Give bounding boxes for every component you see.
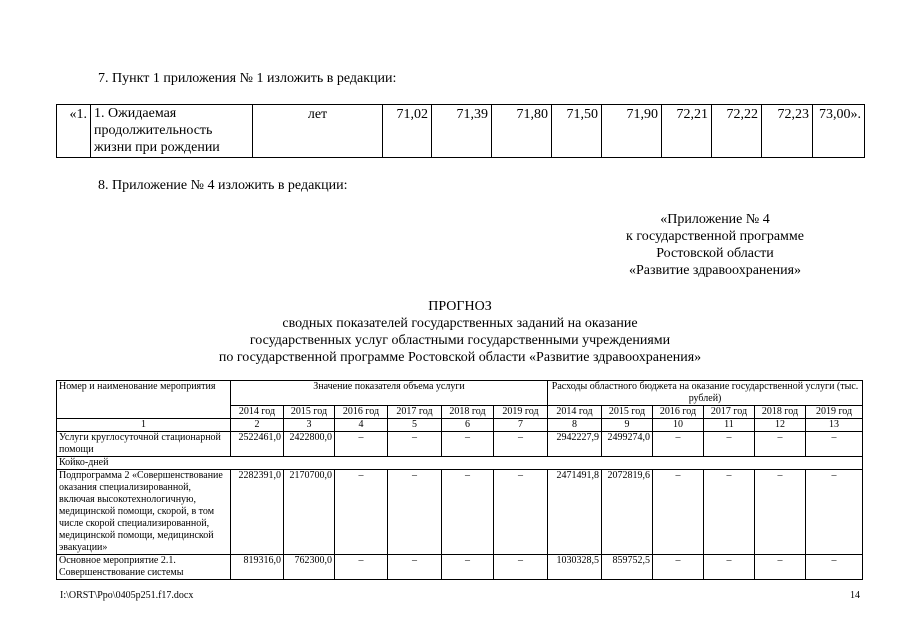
- value-cell: 71,02: [383, 105, 432, 158]
- value-cell: 2942227,9: [548, 432, 602, 457]
- value-cell: –: [335, 555, 388, 580]
- value-cell: –: [494, 470, 548, 555]
- year-cell: 2016 год: [335, 406, 388, 419]
- year-cell: 2017 год: [704, 406, 755, 419]
- value-cell: 762300,0: [284, 555, 335, 580]
- year-cell: 2016 год: [653, 406, 704, 419]
- year-cell: 2019 год: [494, 406, 548, 419]
- header-row: [57, 381, 863, 406]
- value-cell: –: [442, 555, 494, 580]
- header-expense: Расходы областного бюджета на оказание государственной услуги (тыс. рублей): [548, 381, 863, 406]
- index-cell: 8: [548, 419, 602, 432]
- index-cell: 12: [755, 419, 806, 432]
- table-row: [57, 432, 863, 457]
- item-8-text: 8. Приложение № 4 изложить в редакции:: [98, 178, 348, 193]
- value-cell: 71,39: [432, 105, 492, 158]
- year-cell: 2015 год: [284, 406, 335, 419]
- value-cell: –: [806, 555, 863, 580]
- title-line: ПРОГНОЗ: [428, 299, 492, 314]
- value-cell: 72,21: [662, 105, 712, 158]
- value-cell: –: [755, 432, 806, 457]
- value-cell: 2499274,0: [602, 432, 653, 457]
- indicator-name: 1. Ожидаемая продолжительность жизни при рождении: [91, 105, 253, 158]
- unit-row: Койко-дней: [57, 457, 863, 470]
- value-cell: –: [755, 555, 806, 580]
- value-cell: –: [442, 470, 494, 555]
- value-cell: 72,23: [762, 105, 813, 158]
- value-cell: –: [653, 432, 704, 457]
- value-cell: 2282391,0: [231, 470, 284, 555]
- table-row: [57, 105, 865, 158]
- value-cell: 1030328,5: [548, 555, 602, 580]
- value-cell: –: [653, 470, 704, 555]
- index-cell: 13: [806, 419, 863, 432]
- index-cell: 9: [602, 419, 653, 432]
- value-cell: –: [494, 555, 548, 580]
- value-cell: –: [494, 432, 548, 457]
- annex-line: Ростовской области: [656, 246, 774, 261]
- annex-line: «Приложение № 4: [660, 212, 770, 227]
- year-cell: 2017 год: [388, 406, 442, 419]
- value-cell: 71,90: [602, 105, 662, 158]
- value-cell: –: [704, 555, 755, 580]
- value-cell: 2422800,0: [284, 432, 335, 457]
- index-cell: 1: [57, 419, 231, 432]
- value-cell: 71,80: [492, 105, 552, 158]
- row-number: «1.: [57, 105, 91, 158]
- table-row: [57, 457, 863, 470]
- value-cell: 71,50: [552, 105, 602, 158]
- value-cell: –: [806, 470, 863, 555]
- index-cell: 7: [494, 419, 548, 432]
- table-row: [57, 555, 863, 580]
- value-cell: –: [806, 432, 863, 457]
- value-cell: –: [335, 432, 388, 457]
- index-cell: 2: [231, 419, 284, 432]
- value-cell: 2170700,0: [284, 470, 335, 555]
- forecast-table: [56, 380, 863, 580]
- value-cell: –: [388, 555, 442, 580]
- row-name: Услуги круглосуточной стационарной помощи: [57, 432, 231, 457]
- annex-line: «Развитие здравоохранения»: [628, 263, 802, 278]
- year-cell: 2018 год: [755, 406, 806, 419]
- row-name: Основное мероприятие 2.1. Совершенствование системы: [57, 555, 231, 580]
- value-cell: –: [442, 432, 494, 457]
- year-cell: 2014 год: [231, 406, 284, 419]
- page-number: 14: [850, 590, 860, 601]
- table-row: [57, 470, 863, 555]
- index-cell: 6: [442, 419, 494, 432]
- value-cell: 73,00».: [813, 105, 865, 158]
- title-line: сводных показателей государственных заданий на оказание: [282, 316, 638, 331]
- annex-heading: [585, 211, 845, 279]
- index-row: [57, 419, 863, 432]
- life-expectancy-table: [56, 104, 865, 158]
- index-cell: 4: [335, 419, 388, 432]
- year-cell: 2015 год: [602, 406, 653, 419]
- item-7-text: 7. Пункт 1 приложения № 1 изложить в редакции:: [98, 71, 397, 86]
- unit-cell: лет: [253, 105, 383, 158]
- index-cell: 5: [388, 419, 442, 432]
- row-name: Подпрограмма 2 «Совершенствование оказания специализированной, включая высокотехнологичную, медицинской помощи, скорой, в том числе скорой специализированной, медицинской помощи, медицинской эвакуации»: [57, 470, 231, 555]
- value-cell: –: [704, 432, 755, 457]
- year-cell: 2018 год: [442, 406, 494, 419]
- value-cell: 859752,5: [602, 555, 653, 580]
- index-cell: 11: [704, 419, 755, 432]
- document-title: [140, 298, 780, 366]
- title-line: по государственной программе Ростовской области «Развитие здравоохранения»: [218, 350, 702, 365]
- value-cell: 2471491,8: [548, 470, 602, 555]
- year-cell: 2014 год: [548, 406, 602, 419]
- value-cell: –: [653, 555, 704, 580]
- value-cell: –: [755, 470, 806, 555]
- title-line: государственных услуг областными государственными учреждениями: [249, 333, 671, 348]
- value-cell: –: [335, 470, 388, 555]
- index-cell: 3: [284, 419, 335, 432]
- header-volume: Значение показателя объема услуги: [231, 381, 548, 406]
- value-cell: 72,22: [712, 105, 762, 158]
- header-name: Номер и наименование мероприятия: [57, 381, 231, 419]
- value-cell: –: [704, 470, 755, 555]
- value-cell: –: [388, 470, 442, 555]
- index-cell: 10: [653, 419, 704, 432]
- value-cell: 819316,0: [231, 555, 284, 580]
- value-cell: 2522461,0: [231, 432, 284, 457]
- value-cell: 2072819,6: [602, 470, 653, 555]
- annex-line: к государственной программе: [626, 229, 804, 244]
- year-cell: 2019 год: [806, 406, 863, 419]
- value-cell: –: [388, 432, 442, 457]
- footer-file-path: I:\ORST\Ppo\0405p251.f17.docx: [60, 590, 194, 601]
